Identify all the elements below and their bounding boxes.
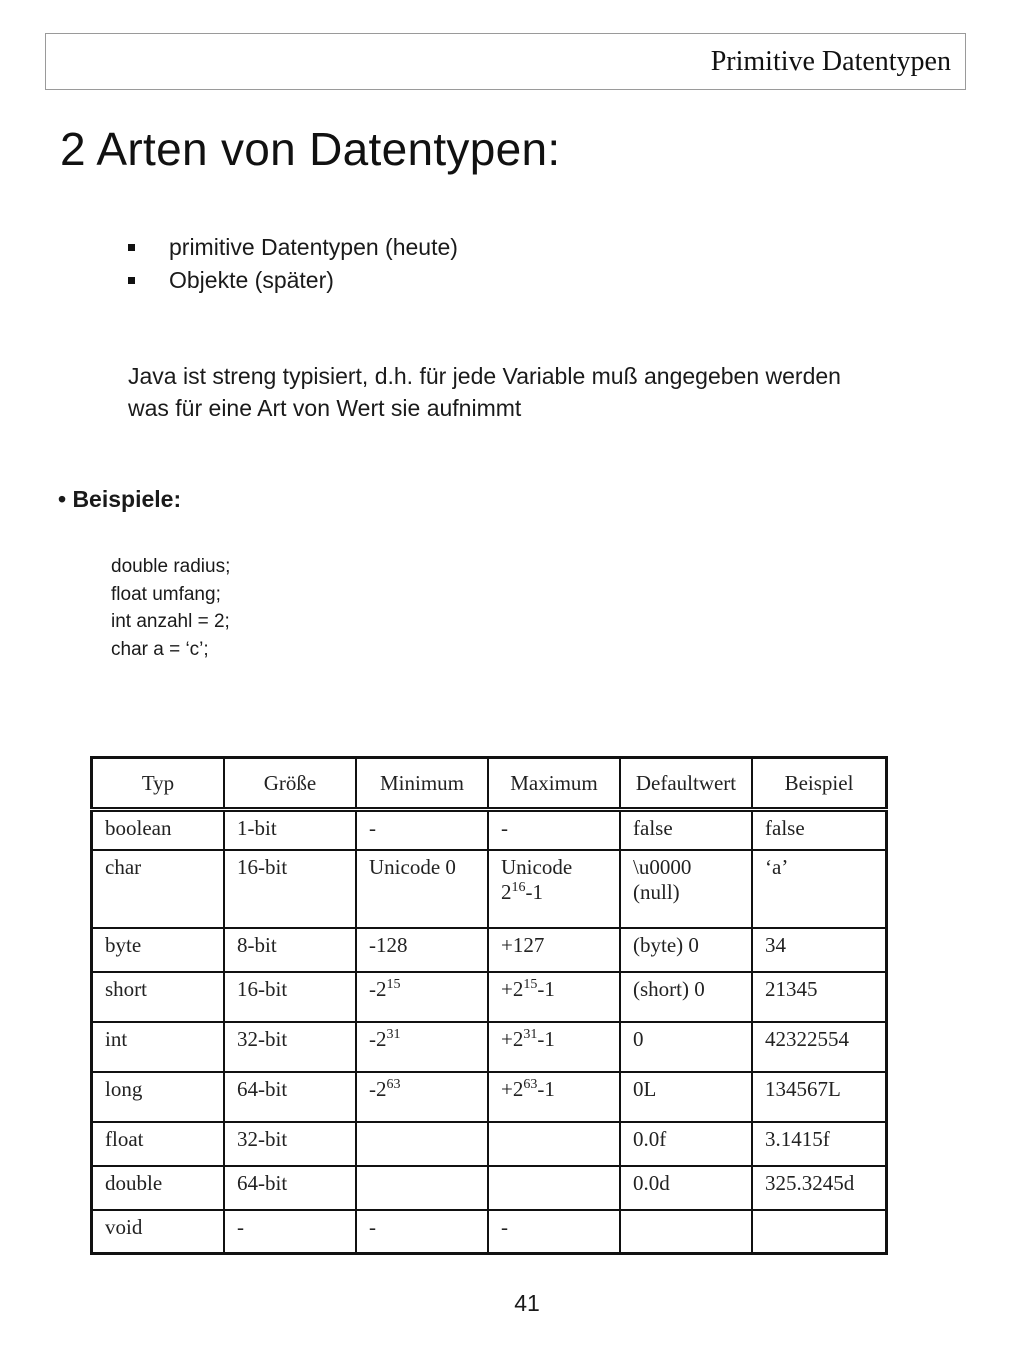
value (369, 1077, 477, 1102)
value (369, 855, 477, 880)
cell-example: false (752, 810, 887, 850)
cell-minimum (356, 1210, 488, 1254)
value (369, 933, 477, 958)
cell-maximum (488, 1072, 620, 1122)
square-bullet-icon (128, 277, 135, 284)
cell-typ: short (92, 972, 225, 1022)
page-number: 41 (514, 1290, 540, 1316)
column-header-beispiel: Beispiel (752, 758, 887, 810)
column-header-typ: Typ (92, 758, 225, 810)
cell-maximum (488, 1210, 620, 1254)
default-line: 0 (633, 1026, 644, 1051)
paragraph-line: was für eine Art von Wert sie aufnimmt (128, 395, 522, 421)
table-row (92, 928, 887, 972)
value-base: -128 (369, 932, 408, 957)
cell-size: 32-bit (224, 1122, 356, 1166)
default-line: (short) 0 (633, 976, 705, 1001)
square-bullet-icon (128, 244, 135, 251)
cell-default (620, 1166, 752, 1210)
value-base: Unicode 0 (369, 854, 456, 879)
cell-minimum (356, 928, 488, 972)
default-line: 0.0d (633, 1170, 670, 1195)
cell-example: 3.1415f (752, 1122, 887, 1166)
paragraph-line: Java ist streng typisiert, d.h. für jede Variable muß angegeben werden (128, 363, 841, 389)
cell-example: 21345 (752, 972, 887, 1022)
cell-example: ‘a’ (752, 850, 887, 928)
value (501, 1077, 609, 1102)
cell-default (620, 1122, 752, 1166)
cell-minimum (356, 810, 488, 850)
cell-typ: double (92, 1166, 225, 1210)
cell-typ: char (92, 850, 225, 928)
value-exponent: 15 (523, 976, 538, 992)
value-base: 2 (501, 879, 512, 904)
value (369, 816, 477, 841)
cell-maximum (488, 972, 620, 1022)
value-base: +127 (501, 932, 545, 957)
cell-default (620, 1210, 752, 1254)
cell-minimum (356, 1022, 488, 1072)
value (501, 933, 609, 958)
table-row (92, 1122, 887, 1166)
value-base: - (501, 1214, 508, 1239)
slide-title: 2 Arten von Datentypen: (60, 123, 561, 175)
table-body (92, 810, 887, 1254)
value (369, 1215, 477, 1240)
value-base: -2 (369, 1076, 387, 1101)
cell-minimum (356, 850, 488, 928)
code-examples (111, 553, 230, 663)
value-suffix: -1 (537, 1026, 555, 1051)
cell-default (620, 850, 752, 928)
default-line: 0.0f (633, 1126, 667, 1151)
value-base: - (501, 816, 508, 840)
cell-default (620, 1072, 752, 1122)
cell-typ: float (92, 1122, 225, 1166)
value (501, 816, 609, 841)
value-suffix: -1 (525, 879, 543, 904)
list-item (128, 231, 458, 264)
code-line: double radius; (111, 556, 231, 577)
cell-minimum (356, 1166, 488, 1210)
default-line: (byte) 0 (633, 932, 699, 957)
cell-default (620, 928, 752, 972)
cell-size: 8-bit (224, 928, 356, 972)
header-box (45, 33, 966, 90)
table-header-row (92, 758, 887, 810)
cell-maximum (488, 1166, 620, 1210)
cell-minimum (356, 1122, 488, 1166)
value-base: - (369, 816, 376, 840)
value (369, 1027, 477, 1052)
cell-maximum (488, 850, 620, 928)
cell-size: 16-bit (224, 850, 356, 928)
datatype-table (90, 756, 888, 1255)
cell-minimum (356, 1072, 488, 1122)
cell-typ: int (92, 1022, 225, 1072)
code-line: float umfang; (111, 583, 221, 605)
value-label: Unicode (501, 854, 573, 879)
cell-size: - (224, 1210, 356, 1254)
table-row (92, 1072, 887, 1122)
cell-typ: long (92, 1072, 225, 1122)
cell-example: 34 (752, 928, 887, 972)
column-header-maximum: Maximum (488, 758, 620, 810)
value-suffix: -1 (537, 1076, 555, 1101)
cell-default (620, 972, 752, 1022)
cell-example: 42322554 (752, 1022, 887, 1072)
cell-minimum (356, 972, 488, 1022)
value-exponent: 63 (523, 1076, 538, 1092)
type-category-list (128, 231, 458, 297)
table-row (92, 810, 887, 850)
value-exponent: 15 (386, 976, 401, 992)
cell-typ: void (92, 1210, 225, 1254)
value-base: +2 (501, 976, 524, 1001)
cell-size: 64-bit (224, 1166, 356, 1210)
list-item (128, 264, 458, 297)
value (501, 880, 609, 905)
cell-maximum (488, 928, 620, 972)
list-item-label: Objekte (später) (169, 267, 334, 293)
cell-size: 16-bit (224, 972, 356, 1022)
value-exponent: 63 (386, 1076, 401, 1092)
table-row (92, 850, 887, 928)
value (501, 1027, 609, 1052)
cell-maximum (488, 810, 620, 850)
code-line: char a = ‘c’; (111, 638, 209, 660)
header-title: Primitive Datentypen (710, 46, 951, 77)
cell-example: 134567L (752, 1072, 887, 1122)
column-header-groesse: Größe (224, 758, 356, 810)
cell-maximum (488, 1022, 620, 1072)
value-base: +2 (501, 1076, 524, 1101)
value-base: -2 (369, 976, 387, 1001)
code-line: int anzahl = 2; (111, 611, 230, 632)
value-base: - (369, 1214, 376, 1239)
table-row (92, 972, 887, 1022)
value-base: -2 (369, 1026, 387, 1051)
cell-size: 1-bit (224, 810, 356, 850)
cell-example (752, 1210, 887, 1254)
table-row (92, 1210, 887, 1254)
cell-example: 325.3245d (752, 1166, 887, 1210)
cell-typ: boolean (92, 810, 225, 850)
cell-maximum (488, 1122, 620, 1166)
value-suffix: -1 (537, 976, 555, 1001)
default-line: 0L (633, 1076, 657, 1101)
column-header-minimum: Minimum (356, 758, 488, 810)
value (501, 1215, 609, 1240)
value (501, 977, 609, 1002)
examples-heading: • Beispiele: (58, 486, 182, 512)
list-item-label: primitive Datentypen (heute) (169, 234, 458, 260)
typing-explanation (128, 360, 978, 424)
column-header-defaultwert: Defaultwert (620, 758, 752, 810)
value-exponent: 31 (386, 1026, 401, 1042)
default-line: false (633, 816, 673, 840)
default-line: (null) (633, 879, 680, 904)
value (369, 977, 477, 1002)
cell-default (620, 810, 752, 850)
value-base: +2 (501, 1026, 524, 1051)
default-line: \u0000 (633, 854, 692, 879)
cell-size: 32-bit (224, 1022, 356, 1072)
table-row (92, 1022, 887, 1072)
value-exponent: 16 (511, 879, 526, 895)
cell-default (620, 1022, 752, 1072)
cell-typ: byte (92, 928, 225, 972)
cell-size: 64-bit (224, 1072, 356, 1122)
value-exponent: 31 (523, 1026, 538, 1042)
table-row (92, 1166, 887, 1210)
